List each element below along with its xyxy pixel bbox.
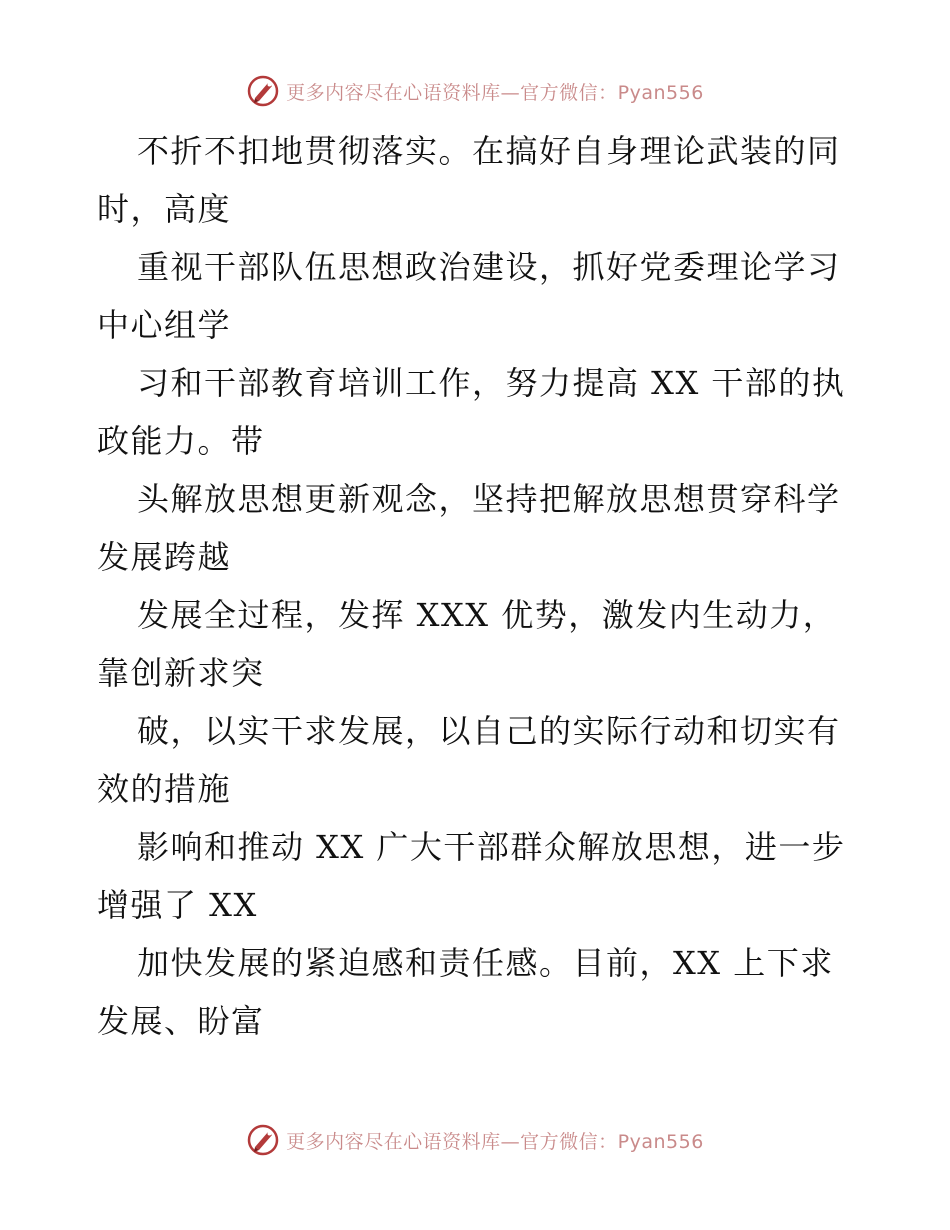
paragraph (97, 354, 877, 470)
paragraph (97, 818, 877, 934)
paragraph (97, 702, 877, 818)
paragraph-line: 头解放思想更新观念，坚持把解放思想贯穿科学 (137, 480, 841, 518)
paragraph-line: 习和干部教育培训工作，努力提高 XX 干部的执 (137, 364, 846, 402)
paragraph-line: 破，以实干求发展，以自己的实际行动和切实有 (137, 712, 841, 750)
paragraph (97, 238, 877, 354)
paragraph (97, 470, 877, 586)
paragraph-line: 加快发展的紧迫感和责任感。目前，XX 上下求 (137, 944, 834, 982)
paragraph-line: 发展全过程，发挥 XXX 优势，激发内生动力， (137, 596, 837, 634)
paragraph (97, 122, 877, 238)
watermark-text: 更多内容尽在心语资料库—官方微信：Pyan556 (286, 81, 704, 104)
footer-watermark (0, 1120, 950, 1160)
paragraph-line: 发展跨越 (97, 538, 232, 576)
paragraph-line: 发展、盼富 (97, 1002, 265, 1040)
paragraph (97, 934, 877, 1050)
paragraph (97, 586, 877, 702)
paragraph-line: 效的措施 (97, 770, 232, 808)
paragraph-line: 时，高度 (97, 190, 232, 228)
paragraph-line: 重视干部队伍思想政治建设，抓好党委理论学习 (137, 248, 841, 286)
paragraph-line: 政能力。带 (97, 422, 265, 460)
paragraph-line: 增强了 XX (97, 886, 258, 924)
watermark-text: 更多内容尽在心语资料库—官方微信：Pyan556 (286, 1130, 704, 1153)
paragraph-line: 影响和推动 XX 广大干部群众解放思想，进一步 (137, 828, 846, 866)
pen-seal-icon (246, 1123, 280, 1157)
header-watermark (0, 71, 950, 111)
paragraph-line: 中心组学 (97, 306, 232, 344)
paragraph-line: 靠创新求突 (97, 654, 265, 692)
document-body (97, 122, 877, 1050)
paragraph-line: 不折不扣地贯彻落实。在搞好自身理论武装的同 (137, 132, 841, 170)
pen-seal-icon (246, 74, 280, 108)
